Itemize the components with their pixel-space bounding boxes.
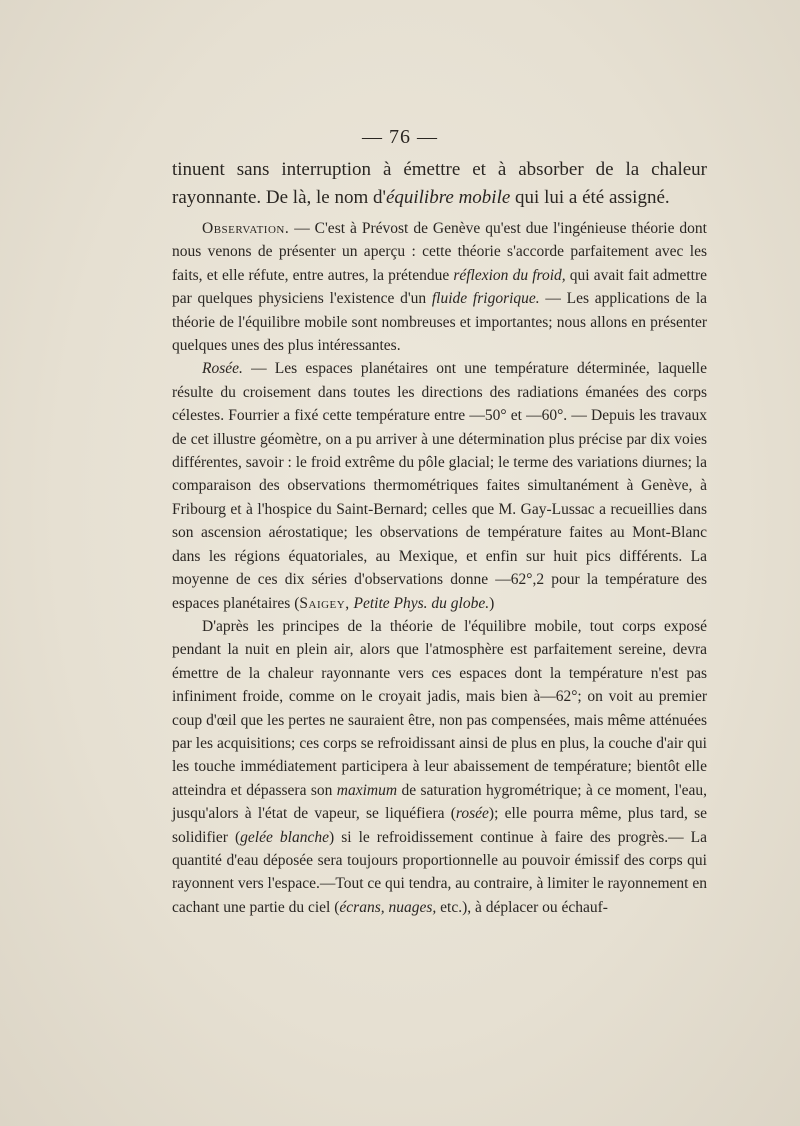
italic-term: réflexion du froid,: [453, 266, 566, 284]
text-run: — Les applications de la théorie de l'équilibre mobile sont nombreuses et importantes; nous allons en présenter quelques unes des plus intéressantes.: [172, 290, 707, 355]
body-text: [172, 156, 707, 919]
italic-term: maximum: [336, 781, 398, 799]
section-heading-observation: Observation.: [202, 220, 290, 237]
text-run: qui lui a été assigné.: [510, 187, 670, 208]
paragraph-continuation: [172, 156, 707, 212]
text-run: — C'est à Prévost de Genève qu'est due l'ingénieuse théorie dont nous venons de présenter un aperçu : cette théorie s'accorde parfaitement avec les faits, et elle réfute, entre autres, la prétendue: [172, 220, 707, 284]
italic-term: écrans, nuages,: [339, 898, 437, 916]
text-run: etc.), à déplacer ou échauf-: [436, 898, 608, 916]
italic-term: équilibre mobile: [385, 187, 511, 208]
text-run: de saturation hygrométrique; à ce moment, l'eau, jusqu'alors à l'état de vapeur, se liquéfiera (: [172, 781, 707, 823]
italic-term: rosée: [455, 805, 489, 823]
text-run: tinuent sans interruption à émettre et à absorber de la chaleur rayonnante. De là, le nom d': [172, 159, 707, 208]
paragraph-rosee: [172, 357, 707, 614]
paragraph-principles: [172, 615, 707, 919]
text-run: qui avait fait admettre par quelques physiciens l'existence d'un: [172, 266, 707, 308]
page-number: — 76 —: [362, 126, 438, 148]
italic-term: gelée blanche: [240, 828, 329, 846]
citation-title: Petite Phys. du globe.: [349, 594, 490, 612]
text-run: — Les espaces planétaires ont une température déterminée, laquelle résulte du croisement dans toutes les directions des radiations émanées des corps célestes. Fourrier a fixé cette température entre —50° et —60°. — Depuis les travaux de cet illustre géomètre, on a pu arriver à une détermination plus précise par dix voies différentes, savoir : le froid extrême du pôle glacial; le terme des variations diurnes; la comparaison des observations thermométriques faites simultanément à Genève, à Fribourg et à l'hospice du Saint-Bernard; celles que M. Gay-Lussac a recueillies dans son ascension aérostatique; les observations de température faites au Mont-Blanc dans les régions équatoriales, au Mexique, et enfin sur huit pics différents. La moyenne de ces dix séries d'observations donne —62°,2 pour la température des espaces planétaires (: [172, 360, 707, 612]
text-run: ): [489, 594, 495, 612]
section-heading-rosee: Rosée.: [202, 360, 243, 378]
text-run: ) si le refroidissement continue à faire des progrès.— La quantité d'eau déposée sera toujours proportionnelle au pouvoir émissif des corps qui rayonnent vers l'espace.—Tout ce qui tendra, au contraire, à limiter le rayonnement en cachant une partie du ciel (: [172, 828, 708, 916]
paragraph-observation: [172, 217, 707, 357]
citation-author: Saigey,: [299, 594, 350, 612]
text-run: ); elle pourra même, plus tard, se solidifier (: [172, 805, 708, 846]
italic-term: fluide frigorique.: [431, 290, 540, 308]
text-run: D'après les principes de la théorie de l'équilibre mobile, tout corps exposé pendant la nuit en plein air, alors que l'atmosphère est parfaitement sereine, devra émettre de la chaleur rayonnante vers ces espaces dont la température n'est pas infiniment froide, comme on le croyait jadis, mais bien à—62°; on voit au premier coup d'œil que les pertes ne sauraient être, non pas compensées, mais même atténuées par les acquisitions; ces corps se refroidissant ainsi de plus en plus, la couche d'air qui les touche immédiatement participera à leur abaissement de température; bientôt elle atteindra et dépassera son: [172, 617, 707, 799]
